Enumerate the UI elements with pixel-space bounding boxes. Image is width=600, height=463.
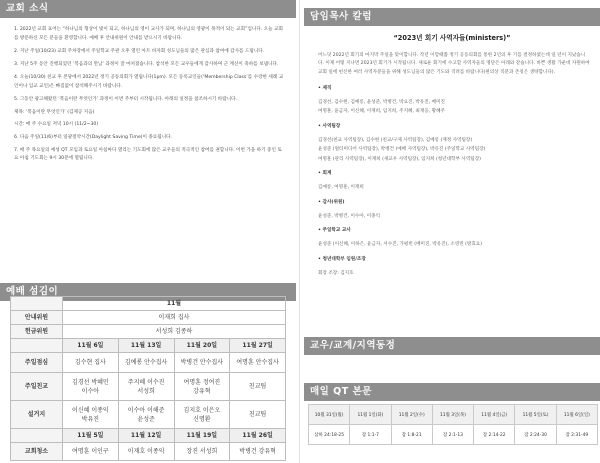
usher-label: 안내위원 xyxy=(11,311,63,325)
qt-text: 삼하 24:18-25 xyxy=(309,425,350,445)
date-cell: 11월 12일 xyxy=(118,429,174,443)
table-row xyxy=(11,297,286,311)
date-cell: 11월 5일 xyxy=(63,429,119,443)
lunch-cell: 김예롱 안수집사 xyxy=(118,353,174,373)
table-cell xyxy=(11,429,63,443)
qt-day: 10월 31일(월) xyxy=(309,405,350,425)
cell-line: 강유혁 xyxy=(193,387,211,395)
cell-line: 이수아 이해준 xyxy=(127,406,165,414)
column-title: “2023년 회기 사역자들(ministers)” xyxy=(393,34,511,42)
dishes-cell xyxy=(118,401,174,429)
notice-item: 3. 지난 5주 동안 진행되었던 ‘복음과의 만남’ 과정이 잘 마쳐졌습니다. 참석한 모든 교우들에게 감사하며 근 계신이 축하를 보냅니다. xyxy=(14,61,279,67)
lunch-cell: 김수현 집사 xyxy=(63,353,119,373)
section-line: 여명훈, 윤금자, 이신혜, 이재희, 임지희, 주지혜, 최재웅, 황혜주 xyxy=(318,109,445,115)
cell-line: 주지혜 이수진 xyxy=(127,378,165,386)
cell-line: 신명환 xyxy=(193,415,211,423)
cell-line: 이수아 xyxy=(81,387,100,395)
cell-line: 김경선 박혜민 xyxy=(72,378,109,386)
minister-section xyxy=(318,256,590,279)
cell-line: 여명훈 정여진 xyxy=(183,378,221,386)
offering-value: 서성희 김종하 xyxy=(63,325,286,339)
qt-day: 11월 1일(화) xyxy=(350,405,391,425)
table-cell xyxy=(11,297,63,311)
section-line: 김경선, 김수현, 김예롱, 윤성준, 박병건, 박요진, 박유진, 배미진 xyxy=(318,100,445,106)
qt-text: 잠 1:8-21 xyxy=(391,425,432,445)
section-line: 윤성준 (멀티미디어 사역팀장), 박병건 (예배 사역팀장), 박유진 (주일학교 사역팀장) xyxy=(318,147,486,153)
month-title: 11월 xyxy=(63,297,286,311)
dishes-cell xyxy=(230,401,286,429)
cell-line: 서성희 xyxy=(137,387,155,395)
notice-item: 제목: ‘복음이란 무엇인가’ (김제공 지음) xyxy=(14,110,95,116)
table-row xyxy=(11,443,286,461)
right-column xyxy=(304,0,600,463)
dishes-label: 설거지 xyxy=(11,401,63,429)
table-cell xyxy=(11,339,63,353)
cell-line: 이신혜 이종익 xyxy=(72,406,109,414)
minister-section xyxy=(318,85,590,117)
dishes-cell xyxy=(174,401,230,429)
qt-text: 잠 2:24-30 xyxy=(515,425,556,445)
section-line: 회장 조장: 김지호 xyxy=(318,271,354,277)
fellowship-cell xyxy=(63,373,119,401)
notice-item: 2. 지난 주일(10/23) 교회 주차장에서 주일학교 주관 오후 열린 아트 바자회 성도님들의 많은 관심과 참여에 감사를 드립니다. xyxy=(14,48,265,54)
cleaning-cell: 장진 서성희 xyxy=(174,443,230,461)
qt-header: 매일 QT 본문 xyxy=(304,383,600,401)
cleaning-label: 교회청소 xyxy=(11,443,63,461)
table-row xyxy=(11,373,286,401)
qt-table xyxy=(308,404,598,445)
qt-text: 잠 1:1-7 xyxy=(350,425,391,445)
table-row xyxy=(309,425,598,445)
notice-item: 4. 오늘(10/30) 친교 후 본당에서 2022년 정기 공동의회가 열립니다(1pm). 모든 등록교인들(‘Membership Class’를 수강한 세례 교인이나 입교 교인)은 빠짐없이 참석해주시기 바랍니다. xyxy=(14,75,284,89)
notice-item: 1. 2022년 교회 표어는 “하나님의 형상이 빛이 되고, 하나님의 영이 교사가 되며, 하나님의 영광이 목적이 되는 교회”입니다. 오늘 교회를 방문하신 모든 분들을 환영합니다. 예배 후 안내위원이 안내를 받으시기 바랍니다. xyxy=(14,27,283,41)
minister-section xyxy=(318,123,590,164)
minister-section xyxy=(318,199,590,222)
dept-news-header: 교우/교계/지역동정 xyxy=(304,337,600,355)
notice-item: 5. 그동안 광고해왔던 ‘복음이란 무엇인가’ 과정이 이번 주부터 시작됩니다. 아래의 일정을 참조하시기 바랍니다. xyxy=(14,96,238,102)
dishes-cell xyxy=(63,401,119,429)
qt-text: 잠 2:14-22 xyxy=(474,425,515,445)
date-cell: 11월 6일 xyxy=(63,339,119,353)
section-title: • 주일학교 교사 xyxy=(318,227,590,235)
usher-value: 이재희 집사 xyxy=(63,311,286,325)
lunch-cell: 여명훈 안수집사 xyxy=(230,353,286,373)
cleaning-cell: 이재호 이종익 xyxy=(118,443,174,461)
section-line: 윤성준, 박병건, 이수아, 이종익 xyxy=(318,213,381,219)
section-title: • 제직 xyxy=(318,85,590,93)
section-line: 김예롱, 여명훈, 이재희 xyxy=(318,185,364,191)
date-cell: 11월 27일 xyxy=(230,339,286,353)
qt-day: 11월 6일(일) xyxy=(556,405,597,425)
cell-line: 친교팀 xyxy=(248,383,267,390)
qt-day: 11월 5일(토) xyxy=(515,405,556,425)
qt-text: 잠 2:31-49 xyxy=(556,425,597,445)
table-row xyxy=(11,353,286,373)
date-cell: 11월 19일 xyxy=(174,429,230,443)
left-column xyxy=(0,0,296,463)
table-row xyxy=(11,325,286,339)
pastor-column-header: 담임목사 칼럼 xyxy=(304,8,600,26)
section-line: 여명훈 (관리 사역팀장), 이재희 (새교우 사역팀장), 임지희 (청년대학부 사역팀장) xyxy=(318,156,481,162)
lunch-cell: 박병건 안수집사 xyxy=(174,353,230,373)
cell-line: 김지호 이은오 xyxy=(183,406,221,414)
notice-item: 시간: 매 주 수요일 저녁 10시 (11/2~30) xyxy=(14,121,99,127)
notice-item: 7. 매 주 목요일의 예성 QT 모임과 토요일 아침마다 열리는 기도회에 많은 교우들의 적극적인 참여를 권합니다. 이번 가을 하기 중인 토요 아침 기도회는 9시 30분에 열립니다. xyxy=(14,147,282,162)
fellowship-cell xyxy=(174,373,230,401)
fellowship-label: 주일친교 xyxy=(11,373,63,401)
qt-text: 잠 2:1-13 xyxy=(432,425,473,445)
fellowship-cell xyxy=(230,373,286,401)
table-row xyxy=(11,339,286,353)
date-cell: 11월 13일 xyxy=(118,339,174,353)
table-row xyxy=(309,405,598,425)
cell-line: 친교팀 xyxy=(248,411,267,418)
pastor-column-body xyxy=(318,52,590,284)
cell-line: 박유진 xyxy=(81,415,100,423)
notices-list xyxy=(14,26,286,169)
section-title: • 사역팀장 xyxy=(318,123,590,131)
section-title: • 청년대학부 임원/조장 xyxy=(318,256,590,264)
notices-header: 교회 소식 xyxy=(0,0,296,18)
date-cell: 11월 20일 xyxy=(174,339,230,353)
qt-day: 11월 3일(목) xyxy=(432,405,473,425)
cleaning-cell: 박병건 강유혁 xyxy=(230,443,286,461)
date-cell: 11월 26일 xyxy=(230,429,286,443)
offering-label: 헌금위원 xyxy=(11,325,63,339)
section-line: 윤성준 (이신혜, 이하은, 윤금자, 서수진, 가평빈 (배미진, 박유진), 소영빈 (방효요) xyxy=(318,242,482,248)
minister-section xyxy=(318,227,590,250)
notice-item: 6. 다음 주일(11/6)부터 일광절약시간(Daylight Saving Time)이 종료됩니다. xyxy=(14,134,173,140)
table-row xyxy=(11,401,286,429)
section-title: • 회계 xyxy=(318,170,590,178)
qt-day: 11월 4일(금) xyxy=(474,405,515,425)
column-intro: 어느덧 2022년 회기의 마지막 주일을 맞이합니다. 작년 이맘때쯤 정기 공동의회를 통한 2년의 후 기를 결정하였는데 일 년이 지났습니다. 이제 어떻 지나면 2023년 회기가 시작됩니다. 새로운 회기에 수고할 사역자들의 명단은 아래와 같습니다. 바쁜 생활 가운데 자원하여 교회 일에 헌신한 여러 사역자분들을 위해 성도님들의 많은 기도와 격려를 바랍니다(편의상 직분과 존칭은 생략합니다). xyxy=(318,53,590,75)
worship-header: 예배 섬김이 xyxy=(0,283,296,301)
cleaning-cell: 여명훈 이인구 xyxy=(63,443,119,461)
table-row xyxy=(11,429,286,443)
table-row xyxy=(11,311,286,325)
lunch-label: 주일점심 xyxy=(11,353,63,373)
cell-line: 윤성준 xyxy=(137,415,155,423)
fellowship-cell xyxy=(118,373,174,401)
section-line: 김경선(친교 사역팀장), 김수현 (친교/구제 사역팀장), 김예롱 (재정 사역팀장) xyxy=(318,138,473,144)
column-divider xyxy=(299,0,300,463)
minister-section xyxy=(318,170,590,193)
section-title: • 감사(위원) xyxy=(318,199,590,207)
qt-day: 11월 2일(수) xyxy=(391,405,432,425)
worship-table xyxy=(10,296,286,461)
